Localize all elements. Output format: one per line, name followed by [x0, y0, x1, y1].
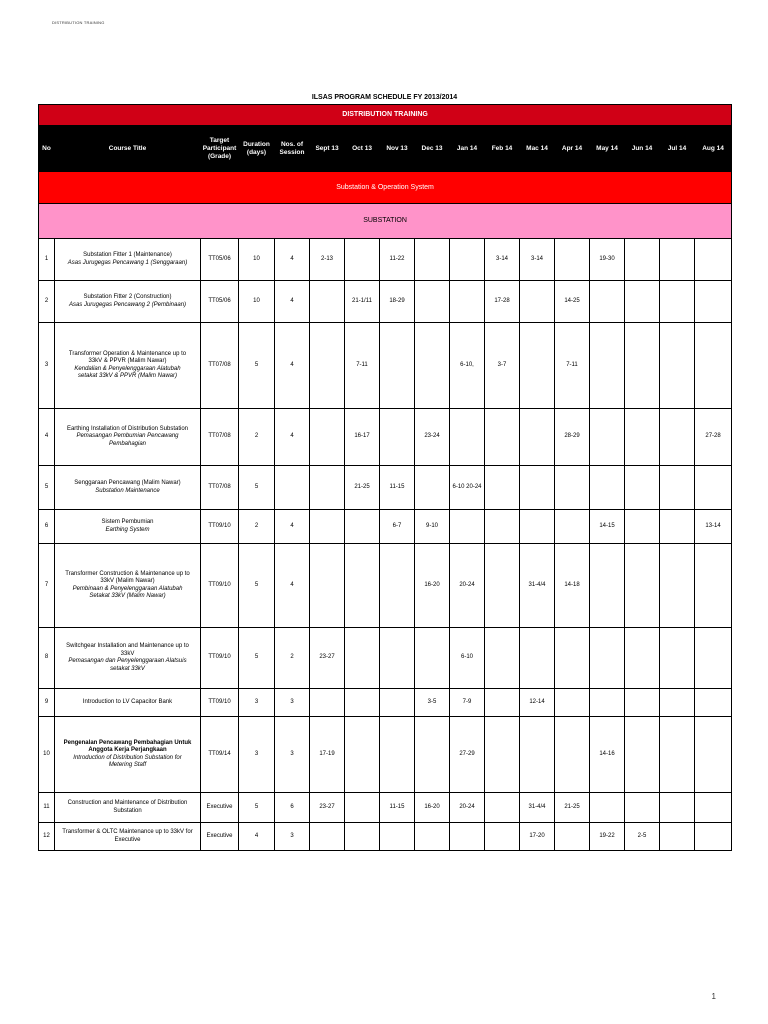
- month-dates: [345, 544, 380, 628]
- month-dates: [380, 689, 415, 717]
- course-title-english: Construction and Maintenance of Distribution: [67, 800, 188, 806]
- month-dates: [660, 628, 695, 689]
- month-dates: 27-29: [450, 717, 485, 793]
- month-dates: [695, 793, 732, 823]
- month-dates: [590, 466, 625, 510]
- month-dates: [625, 544, 660, 628]
- month-dates: [520, 409, 555, 466]
- month-dates: [485, 544, 520, 628]
- month-dates: 3-5: [415, 689, 450, 717]
- row-number: 7: [39, 544, 55, 628]
- course-title: [55, 717, 201, 793]
- duration-days: 5: [239, 628, 275, 689]
- header-month: Feb 14: [485, 126, 520, 172]
- row-number: 11: [39, 793, 55, 823]
- target-grade: TT09/14: [201, 717, 239, 793]
- table-row: [39, 510, 732, 544]
- month-dates: [310, 281, 345, 323]
- header-month: Jul 14: [660, 126, 695, 172]
- month-dates: [695, 689, 732, 717]
- month-dates: [310, 823, 345, 851]
- month-dates: 17-19: [310, 717, 345, 793]
- course-title-malay: Earthing System: [105, 526, 150, 533]
- page-header-label: DISTRIBUTION TRAINING: [52, 20, 105, 25]
- row-number: 1: [39, 239, 55, 281]
- month-dates: [590, 628, 625, 689]
- month-dates: [485, 823, 520, 851]
- month-dates: 18-29: [380, 281, 415, 323]
- course-title-english: Substation: [113, 807, 142, 814]
- target-grade: TT09/10: [201, 510, 239, 544]
- course-title: [55, 823, 201, 851]
- course-title-malay: Substation Maintenance: [95, 487, 160, 494]
- row-number: 10: [39, 717, 55, 793]
- month-dates: 14-25: [555, 281, 590, 323]
- month-dates: [555, 628, 590, 689]
- header-month: Oct 13: [345, 126, 380, 172]
- table-row: [39, 793, 732, 823]
- course-title: [55, 689, 201, 717]
- month-dates: [555, 823, 590, 851]
- month-dates: [485, 409, 520, 466]
- course-title-english: Transformer Operation & Maintenance up to: [68, 350, 187, 357]
- course-title-english: 33kV (Malim Nawar): [100, 578, 155, 584]
- month-dates: [415, 823, 450, 851]
- month-dates: [695, 281, 732, 323]
- month-dates: [660, 793, 695, 823]
- course-title-malay: setakat 33kV & PPVR (Malim Nawar): [77, 373, 178, 379]
- month-dates: 6-10,: [450, 323, 485, 409]
- month-dates: 19-22: [590, 823, 625, 851]
- month-dates: [625, 628, 660, 689]
- band-distribution-label: DISTRIBUTION TRAINING: [39, 105, 732, 126]
- course-title: [55, 544, 201, 628]
- month-dates: 31-4/4: [520, 793, 555, 823]
- session-count: 6: [275, 793, 310, 823]
- month-dates: 21-25: [345, 466, 380, 510]
- month-dates: [450, 281, 485, 323]
- month-dates: [660, 466, 695, 510]
- session-count: 4: [275, 239, 310, 281]
- target-grade: Executive: [201, 793, 239, 823]
- month-dates: [450, 823, 485, 851]
- session-count: 3: [275, 823, 310, 851]
- month-dates: [625, 281, 660, 323]
- header-sessions: Nos. of Session: [275, 126, 310, 172]
- month-dates: 27-28: [695, 409, 732, 466]
- month-dates: 16-20: [415, 544, 450, 628]
- course-title-english: Substation Fitter 2 (Construction): [83, 294, 172, 300]
- row-number: 2: [39, 281, 55, 323]
- course-title-english: Senggaraan Pencawang (Malim Nawar): [74, 480, 181, 486]
- month-dates: 7-11: [555, 323, 590, 409]
- band-subsection: [39, 204, 732, 239]
- month-dates: [660, 823, 695, 851]
- month-dates: 6-10 20-24: [450, 466, 485, 510]
- course-title-english: Transformer Construction & Maintenance up to: [65, 570, 190, 577]
- month-dates: [625, 409, 660, 466]
- month-dates: [415, 239, 450, 281]
- month-dates: [380, 323, 415, 409]
- course-title-malay: Pemasangan dan Penyelenggaraan Alatsuis: [68, 658, 187, 664]
- course-title-malay: Pembinaan & Penyelenggaraan Alatubah: [72, 585, 183, 592]
- month-dates: [485, 717, 520, 793]
- header-month: Dec 13: [415, 126, 450, 172]
- course-title: [55, 793, 201, 823]
- month-dates: [345, 239, 380, 281]
- table-row: [39, 281, 732, 323]
- course-title-malay: Pembahagian: [108, 440, 147, 447]
- header-month: Jun 14: [625, 126, 660, 172]
- month-dates: [695, 466, 732, 510]
- session-count: 4: [275, 510, 310, 544]
- header-month: Mac 14: [520, 126, 555, 172]
- month-dates: [625, 717, 660, 793]
- month-dates: [380, 628, 415, 689]
- table-row: [39, 628, 732, 689]
- table-row: [39, 239, 732, 281]
- month-dates: 3-7: [485, 323, 520, 409]
- month-dates: [520, 466, 555, 510]
- month-dates: 19-30: [590, 239, 625, 281]
- schedule-table: [38, 104, 732, 851]
- table-row: [39, 823, 732, 851]
- month-dates: [485, 689, 520, 717]
- header-month: May 14: [590, 126, 625, 172]
- target-grade: TT05/06: [201, 239, 239, 281]
- table-row: [39, 717, 732, 793]
- month-dates: [695, 628, 732, 689]
- course-title: [55, 239, 201, 281]
- month-dates: 31-4/4: [520, 544, 555, 628]
- duration-days: 10: [239, 281, 275, 323]
- duration-days: 2: [239, 409, 275, 466]
- course-title: [55, 628, 201, 689]
- table-row: [39, 689, 732, 717]
- month-dates: [345, 689, 380, 717]
- month-dates: [310, 409, 345, 466]
- target-grade: TT07/08: [201, 409, 239, 466]
- session-count: 4: [275, 281, 310, 323]
- course-title-english: Executive: [114, 836, 141, 843]
- month-dates: [520, 628, 555, 689]
- page-number: 1: [711, 992, 716, 1001]
- month-dates: [380, 717, 415, 793]
- band-section-label: Substation & Operation System: [39, 172, 732, 204]
- course-title-malay: Introduction of Distribution Substation for: [73, 754, 182, 761]
- month-dates: [660, 510, 695, 544]
- month-dates: [695, 717, 732, 793]
- table-row: [39, 466, 732, 510]
- month-dates: [660, 717, 695, 793]
- month-dates: [555, 717, 590, 793]
- duration-days: 5: [239, 323, 275, 409]
- header-month: Nov 13: [380, 126, 415, 172]
- month-dates: 2-5: [625, 823, 660, 851]
- month-dates: [415, 628, 450, 689]
- month-dates: [660, 544, 695, 628]
- month-dates: [590, 409, 625, 466]
- target-grade: TT09/10: [201, 544, 239, 628]
- course-title-malay: Asas Jurugegas Pencawang 2 (Pembinaan): [68, 301, 187, 308]
- month-dates: [660, 239, 695, 281]
- month-dates: 11-22: [380, 239, 415, 281]
- course-title-english: Earthing Installation of Distribution Substation: [66, 425, 189, 432]
- month-dates: 14-16: [590, 717, 625, 793]
- month-dates: 3-14: [485, 239, 520, 281]
- month-dates: [450, 409, 485, 466]
- month-dates: [520, 323, 555, 409]
- row-number: 6: [39, 510, 55, 544]
- column-header-row: [39, 126, 732, 172]
- month-dates: [520, 281, 555, 323]
- row-number: 3: [39, 323, 55, 409]
- target-grade: Executive: [201, 823, 239, 851]
- month-dates: [485, 466, 520, 510]
- course-title-english: Introduction to LV Capacitor Bank: [82, 698, 173, 705]
- course-title-malay: Asas Jurugegas Pencawang 1 (Senggaraan): [67, 259, 188, 266]
- course-title-english: Switchgear Installation and Maintenance up to: [66, 643, 189, 649]
- course-title-english: Pengenalan Pencawang Pembahagian Untuk: [63, 739, 192, 746]
- month-dates: [485, 628, 520, 689]
- month-dates: [555, 466, 590, 510]
- month-dates: [345, 628, 380, 689]
- course-title-english: 33kV & PPVR (Malim Nawar): [88, 358, 167, 364]
- duration-days: 5: [239, 544, 275, 628]
- session-count: 4: [275, 323, 310, 409]
- month-dates: [415, 466, 450, 510]
- course-title: [55, 409, 201, 466]
- session-count: 3: [275, 717, 310, 793]
- month-dates: 21-1/11: [345, 281, 380, 323]
- header-target: Target Participant (Grade): [201, 126, 239, 172]
- target-grade: TT09/10: [201, 628, 239, 689]
- month-dates: [660, 323, 695, 409]
- band-subsection-label: SUBSTATION: [39, 204, 732, 239]
- month-dates: [660, 409, 695, 466]
- duration-days: 3: [239, 689, 275, 717]
- table-row: [39, 323, 732, 409]
- header-month: Sept 13: [310, 126, 345, 172]
- month-dates: [695, 544, 732, 628]
- header-month: Apr 14: [555, 126, 590, 172]
- month-dates: 3-14: [520, 239, 555, 281]
- course-title-malay: Kendalian & Penyelenggaraan Alatubah: [74, 365, 181, 372]
- month-dates: 9-10: [415, 510, 450, 544]
- month-dates: [345, 793, 380, 823]
- month-dates: [695, 323, 732, 409]
- month-dates: [660, 689, 695, 717]
- month-dates: 16-20: [415, 793, 450, 823]
- row-number: 8: [39, 628, 55, 689]
- month-dates: [310, 544, 345, 628]
- target-grade: TT09/10: [201, 689, 239, 717]
- header-course-title: Course Title: [55, 126, 201, 172]
- month-dates: [625, 239, 660, 281]
- target-grade: TT05/06: [201, 281, 239, 323]
- month-dates: 17-20: [520, 823, 555, 851]
- month-dates: [625, 323, 660, 409]
- month-dates: 12-14: [520, 689, 555, 717]
- month-dates: 16-17: [345, 409, 380, 466]
- row-number: 4: [39, 409, 55, 466]
- course-title-malay: Setakat 33kV (Malim Nawar): [89, 593, 166, 599]
- month-dates: [625, 510, 660, 544]
- month-dates: 14-15: [590, 510, 625, 544]
- month-dates: [660, 281, 695, 323]
- course-title: [55, 510, 201, 544]
- month-dates: [695, 239, 732, 281]
- month-dates: 23-27: [310, 628, 345, 689]
- duration-days: 3: [239, 717, 275, 793]
- month-dates: 23-24: [415, 409, 450, 466]
- month-dates: [380, 409, 415, 466]
- month-dates: [415, 717, 450, 793]
- header-no: No: [39, 126, 55, 172]
- course-title-english: Substation Fitter 1 (Maintenance): [83, 252, 172, 258]
- month-dates: [380, 544, 415, 628]
- duration-days: 2: [239, 510, 275, 544]
- duration-days: 4: [239, 823, 275, 851]
- month-dates: 23-27: [310, 793, 345, 823]
- month-dates: 20-24: [450, 544, 485, 628]
- duration-days: 5: [239, 793, 275, 823]
- target-grade: TT07/08: [201, 466, 239, 510]
- course-title-english: 33kV: [120, 650, 135, 657]
- header-duration: Duration (days): [239, 126, 275, 172]
- header-month: Aug 14: [695, 126, 732, 172]
- document-title: ILSAS PROGRAM SCHEDULE FY 2013/2014: [311, 94, 458, 101]
- month-dates: [415, 281, 450, 323]
- month-dates: 17-28: [485, 281, 520, 323]
- month-dates: [625, 689, 660, 717]
- month-dates: 6-7: [380, 510, 415, 544]
- month-dates: [590, 323, 625, 409]
- duration-days: 10: [239, 239, 275, 281]
- month-dates: [555, 689, 590, 717]
- band-section: [39, 172, 732, 204]
- row-number: 12: [39, 823, 55, 851]
- course-title-english: Transformer & OLTC Maintenance up to 33kV for: [62, 829, 193, 835]
- month-dates: [310, 689, 345, 717]
- month-dates: 13-14: [695, 510, 732, 544]
- session-count: 2: [275, 628, 310, 689]
- session-count: 3: [275, 689, 310, 717]
- month-dates: 7-11: [345, 323, 380, 409]
- course-title: [55, 323, 201, 409]
- course-title-malay: Pemasangan Pembumian Pencawang: [76, 433, 179, 440]
- month-dates: 21-25: [555, 793, 590, 823]
- month-dates: 6-10: [450, 628, 485, 689]
- month-dates: [625, 466, 660, 510]
- month-dates: [555, 239, 590, 281]
- month-dates: [485, 510, 520, 544]
- month-dates: [590, 793, 625, 823]
- month-dates: [590, 544, 625, 628]
- month-dates: [625, 793, 660, 823]
- month-dates: [310, 323, 345, 409]
- table-row: [39, 409, 732, 466]
- course-title-malay: Metering Staff: [108, 762, 147, 768]
- month-dates: 2-13: [310, 239, 345, 281]
- table-row: [39, 544, 732, 628]
- session-count: [275, 466, 310, 510]
- month-dates: [310, 466, 345, 510]
- month-dates: [485, 793, 520, 823]
- course-title-malay: setakat 33kV: [110, 665, 145, 672]
- course-title: [55, 281, 201, 323]
- month-dates: [520, 510, 555, 544]
- month-dates: 7-9: [450, 689, 485, 717]
- month-dates: [450, 239, 485, 281]
- month-dates: 14-18: [555, 544, 590, 628]
- month-dates: [380, 823, 415, 851]
- month-dates: [555, 510, 590, 544]
- month-dates: [520, 717, 555, 793]
- course-title: [55, 466, 201, 510]
- month-dates: [450, 510, 485, 544]
- session-count: 4: [275, 409, 310, 466]
- month-dates: 20-24: [450, 793, 485, 823]
- course-title-english: Sistem Pembumian: [101, 519, 154, 525]
- course-title-english: Anggota Kerja Perjangkaan: [88, 747, 167, 753]
- month-dates: 11-15: [380, 466, 415, 510]
- row-number: 9: [39, 689, 55, 717]
- month-dates: [310, 510, 345, 544]
- month-dates: 11-15: [380, 793, 415, 823]
- band-distribution-training: [39, 105, 732, 126]
- session-count: 4: [275, 544, 310, 628]
- month-dates: [590, 281, 625, 323]
- duration-days: 5: [239, 466, 275, 510]
- month-dates: 28-29: [555, 409, 590, 466]
- month-dates: [345, 510, 380, 544]
- month-dates: [345, 717, 380, 793]
- month-dates: [345, 823, 380, 851]
- row-number: 5: [39, 466, 55, 510]
- header-month: Jan 14: [450, 126, 485, 172]
- target-grade: TT07/08: [201, 323, 239, 409]
- month-dates: [415, 323, 450, 409]
- month-dates: [590, 689, 625, 717]
- month-dates: [695, 823, 732, 851]
